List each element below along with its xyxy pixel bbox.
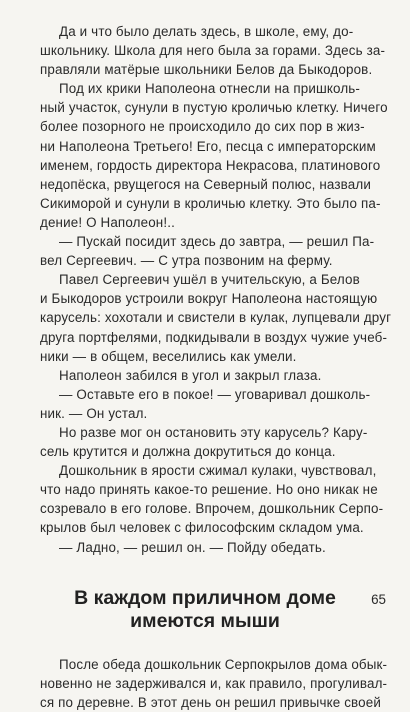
text-line: более позорного не происходило до сих пор в жиз- bbox=[40, 119, 365, 135]
text-line: карусель: хохотали и свистели в кулак, лупцевали друг bbox=[40, 310, 392, 326]
text-line: Павел Сергеевич ушёл в учительскую, а Белов bbox=[59, 272, 360, 288]
paragraph bbox=[40, 22, 388, 79]
paragraph bbox=[40, 232, 388, 270]
text-line: и Быкодоров устроили вокруг Наполеона настоящую bbox=[40, 291, 378, 307]
chapter-heading-line: В каждом приличном доме bbox=[74, 586, 336, 609]
paragraph bbox=[40, 461, 388, 537]
text-line: Да и что было делать здесь, в школе, ему, до- bbox=[59, 24, 354, 39]
text-line: Наполеон забился в угол и закрыл глаза. bbox=[59, 367, 322, 383]
text-line: Под их крики Наполеона отнесли на пришколь- bbox=[59, 81, 361, 97]
text-line: Но разве мог он остановить эту карусель? Кару- bbox=[59, 424, 368, 440]
text-line: сель крутится и должна докрутиться до конца. bbox=[40, 444, 336, 460]
paragraph bbox=[40, 423, 388, 461]
text-line: После обеда дошкольник Серпокрылов дома обык- bbox=[59, 656, 388, 672]
text-line: — Ладно, — решил он. — Пойду обедать. bbox=[59, 539, 326, 555]
text-line: школьнику. Школа для него была за горами. Здесь за- bbox=[40, 43, 386, 59]
text-line: правляли матёрые школьники Белов да Быкодоров. bbox=[40, 62, 373, 78]
text-line: ник. — Он устал. bbox=[40, 405, 148, 421]
text-line: Сикиморой и сунули в кроличью клетку. Это было па- bbox=[40, 195, 381, 211]
text-line: — Оставьте его в покое! — уговаривал дошколь- bbox=[59, 386, 371, 402]
page-number: 65 bbox=[371, 592, 386, 607]
text-line: — Пускай посидит здесь до завтра, — решил Па- bbox=[59, 234, 375, 250]
text-line: новенно не задерживался и, как правило, прогуливал- bbox=[40, 675, 388, 691]
paragraph bbox=[40, 79, 388, 232]
text-line: созревало в его голове. Впрочем, дошкольник Серпо- bbox=[40, 501, 384, 517]
body-text-top bbox=[40, 22, 392, 557]
text-line: именем, гордость директора Некрасова, платинового bbox=[40, 157, 381, 173]
text-line: ся по деревне. В этот день он решил привычке своей bbox=[40, 694, 381, 710]
text-line: ни Наполеона Третьего! Его, песца с императорским bbox=[40, 138, 376, 154]
text-line: ный участок, сунули в пустую кроличью клетку. Ничего bbox=[40, 100, 388, 116]
paragraph bbox=[40, 385, 388, 423]
text-line: вел Сергеевич. — С утра позвоним на ферму. bbox=[40, 253, 333, 269]
text-line: ники — в общем, веселились как умели. bbox=[40, 348, 297, 364]
body-text-bottom bbox=[40, 655, 388, 712]
paragraph bbox=[40, 366, 388, 385]
text-line: что надо принять какое-то решение. Но оно никак не bbox=[40, 482, 378, 498]
text-line: недопёска, рвущегося на Северный полюс, назвали bbox=[40, 176, 371, 192]
chapter-heading-line: имеются мыши bbox=[130, 609, 280, 632]
paragraph bbox=[40, 270, 392, 365]
paragraph bbox=[40, 655, 388, 712]
text-line: дение! О Наполеон!.. bbox=[40, 214, 175, 230]
text-line: Дошкольник в ярости сжимал кулаки, чувствовал, bbox=[59, 463, 377, 479]
text-line: крылов был человек с философским складом ума. bbox=[40, 520, 364, 536]
paragraph bbox=[40, 538, 388, 557]
text-line: друга портфелями, подкидывали в воздух чужие учеб- bbox=[40, 329, 388, 345]
chapter-heading bbox=[22, 587, 388, 633]
